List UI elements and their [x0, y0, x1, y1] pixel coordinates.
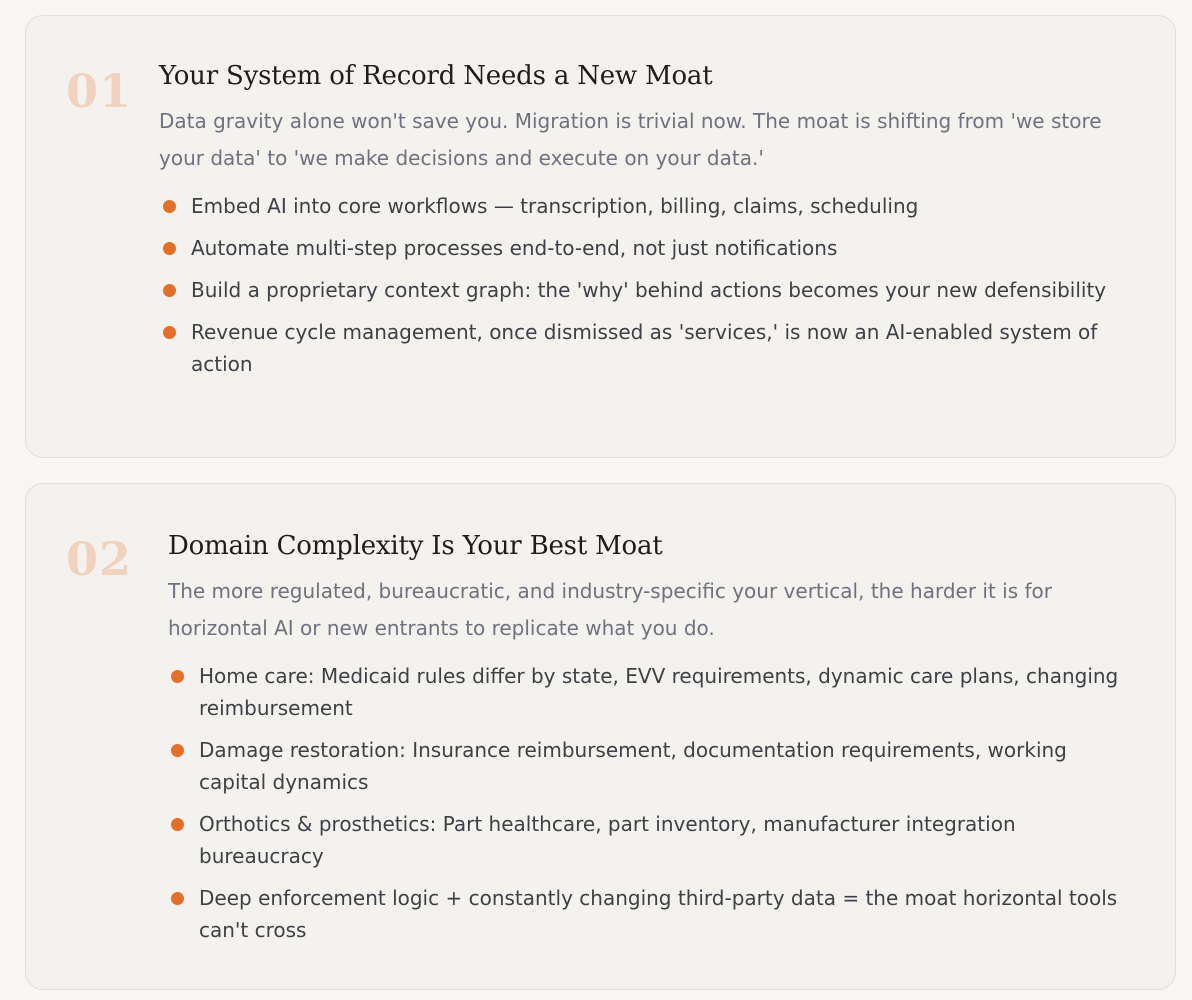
section-title: Your System of Record Needs a New Moat — [159, 61, 713, 91]
bullet-item — [160, 232, 1135, 264]
bullet-dot-icon — [163, 284, 176, 297]
bullet-list — [168, 660, 1135, 946]
bullet-text: Revenue cycle management, once dismissed as 'services,' is now an AI-enabled system of action — [191, 320, 1098, 376]
bullet-item — [160, 274, 1135, 306]
bullet-dot-icon — [163, 200, 176, 213]
bullet-dot-icon — [171, 670, 184, 683]
bullet-text: Build a proprietary context graph: the 'why' behind actions becomes your new defensibility — [191, 278, 1107, 302]
bullet-item — [168, 734, 1135, 798]
bullet-text: Automate multi-step processes end-to-end, not just notifications — [191, 236, 838, 260]
bullet-list — [159, 190, 1135, 380]
section-description: The more regulated, bureaucratic, and industry-specific your vertical, the harder it is for horizontal AI or new entrants to replicate what you do. — [168, 579, 1052, 640]
bullet-text: Damage restoration: Insurance reimbursement, documentation requirements, working capital dynamics — [199, 738, 1067, 794]
bullet-item — [160, 190, 1135, 222]
bullet-dot-icon — [163, 242, 176, 255]
section-description: Data gravity alone won't save you. Migration is trivial now. The moat is shifting from 'we store your data' to 'we make decisions and execute on your data.' — [159, 109, 1102, 170]
section-content — [168, 528, 1135, 956]
section-content — [159, 58, 1135, 390]
bullet-text: Home care: Medicaid rules differ by state, EVV requirements, dynamic care plans, changing reimbursement — [199, 664, 1119, 720]
section-number: 02 — [66, 532, 133, 586]
bullet-item — [160, 316, 1135, 380]
section-title: Domain Complexity Is Your Best Moat — [168, 531, 663, 561]
bullet-text: Deep enforcement logic + constantly changing third-party data = the moat horizontal tools can't cross — [199, 886, 1118, 942]
bullet-dot-icon — [171, 892, 184, 905]
bullet-dot-icon — [171, 744, 184, 757]
bullet-item — [168, 808, 1135, 872]
section-card — [25, 15, 1176, 458]
bullet-text: Orthotics & prosthetics: Part healthcare, part inventory, manufacturer integration bureaucracy — [199, 812, 1016, 868]
bullet-item — [168, 882, 1135, 946]
bullet-dot-icon — [163, 326, 176, 339]
bullet-item — [168, 660, 1135, 724]
bullet-dot-icon — [171, 818, 184, 831]
section-number: 01 — [66, 64, 133, 118]
section-card — [25, 483, 1176, 990]
bullet-text: Embed AI into core workflows — transcription, billing, claims, scheduling — [191, 194, 919, 218]
